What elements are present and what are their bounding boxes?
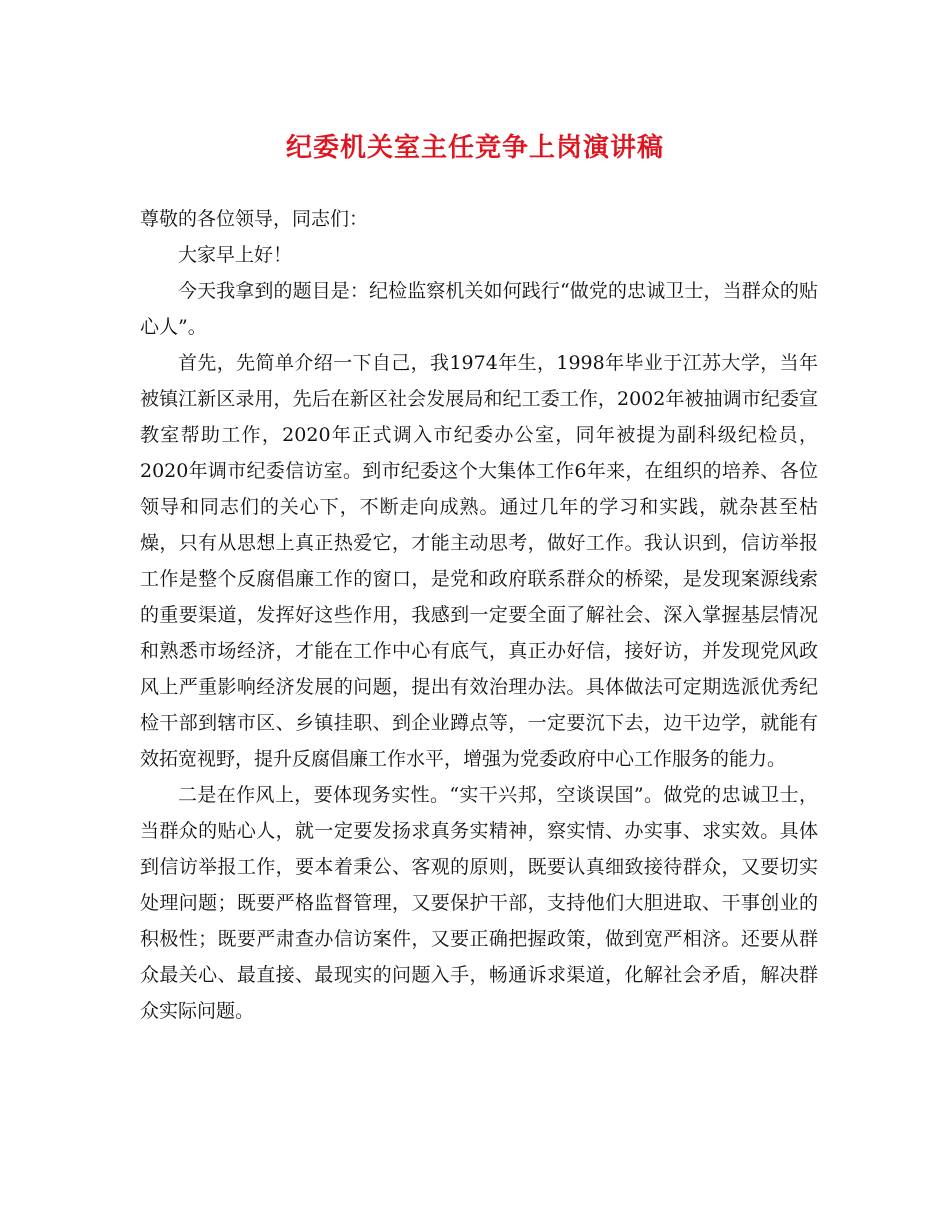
document-body <box>140 201 818 1029</box>
paragraph-work-style: 二是在作风上，要体现务实性。“实干兴邦，空谈误国”。做党的忠诚卫士，当群众的贴心人，就一定要发扬求真务实精神，察实情、办实事、求实效。具体到信访举报工作，要本着秉公、客观的原则，既要认真细致接待群众，又要切实处理问题；既要严格监督管理，又要保护干部，支持他们大胆进取、干事创业的积极性；既要严肃查办信访案件，又要正确把握政策，做到宽严相济。还要从群众最关心、最直接、最现实的问题入手，畅通诉求渠道，化解社会矛盾，解决群众实际问题。 <box>140 784 818 1022</box>
salutation: 尊敬的各位领导，同志们： <box>140 208 369 230</box>
document-title: 纪委机关室主任竞争上岗演讲稿 <box>285 133 664 163</box>
paragraph-topic: 今天我拿到的题目是：纪检监察机关如何践行“做党的忠诚卫士，当群众的贴心人”。 <box>140 280 818 338</box>
paragraph-introduction: 首先，先简单介绍一下自己，我1974年生，1998年毕业于江苏大学，当年被镇江新区录用，先后在新区社会发展局和纪工委工作，2002年被抽调市纪委宣教室帮助工作，2020年正式调入市纪委办公室，同年被提为副科级纪检员，2020年调市纪委信访室。到市纪委这个大集体工作6年来，在组织的培养、各位领导和同志们的关心下，不断走向成熟。通过几年的学习和实践，就杂甚至枯燥，只有从思想上真正热爱它，才能主动思考，做好工作。我认识到，信访举报工作是整个反腐倡廉工作的窗口，是党和政府联系群众的桥梁，是发现案源线索的重要渠道，发挥好这些作用，我感到一定要全面了解社会、深入掌握基层情况和熟悉市场经济，才能在工作中心有底气，真正办好信，接好访，并发现党风政风上严重影响经济发展的问题，提出有效治理办法。具体做法可定期选派优秀纪检干部到辖市区、乡镇挂职、到企业蹲点等，一定要沉下去，边干边学，就能有效拓宽视野，提升反腐倡廉工作水平，增强为党委政府中心工作服务的能力。 <box>140 352 818 770</box>
greeting: 大家早上好！ <box>178 244 293 266</box>
